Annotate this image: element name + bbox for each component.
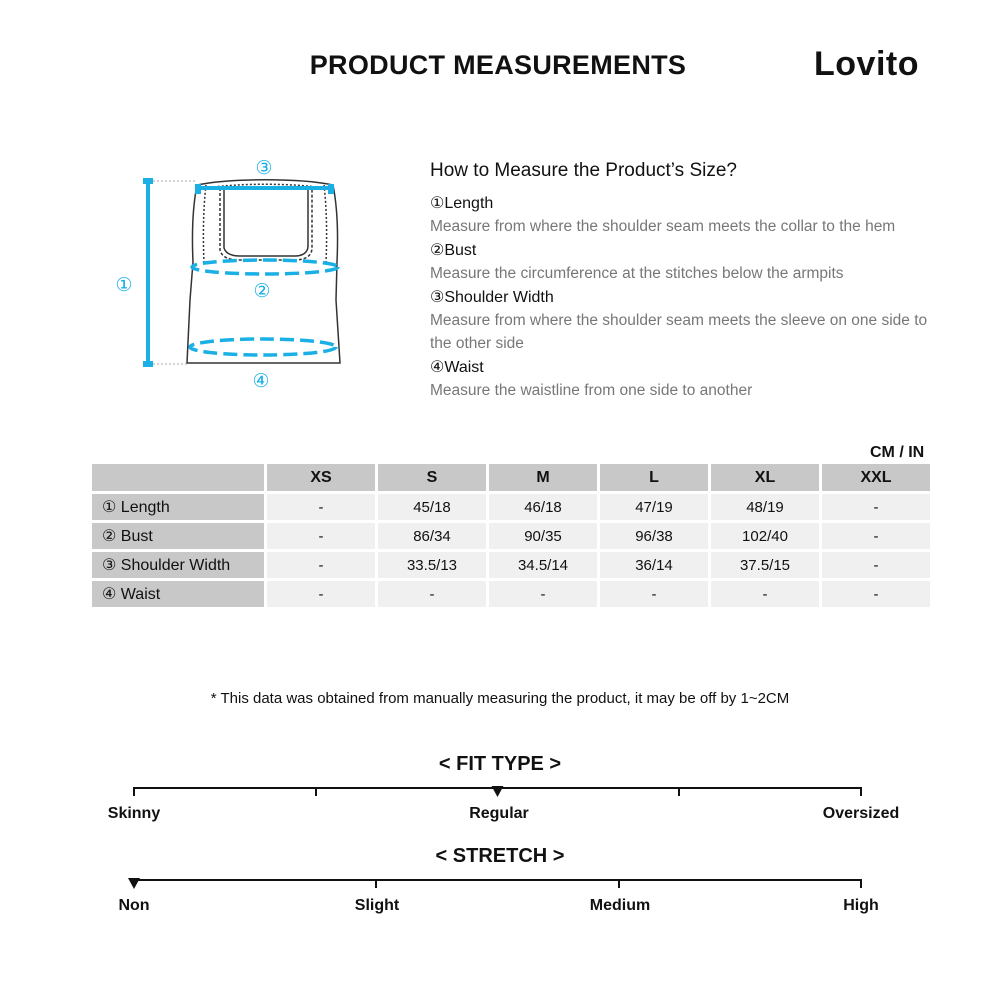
table-cell: 46/18: [489, 494, 597, 520]
table-cell: 96/38: [600, 523, 708, 549]
instructions-heading: How to Measure the Product’s Size?: [430, 160, 737, 181]
stretch-title: < STRETCH >: [435, 845, 565, 867]
table-cell: 34.5/14: [489, 552, 597, 578]
table-cell: -: [267, 523, 375, 549]
instruction-desc: Measure from where the shoulder seam meets the collar to the hem: [430, 218, 896, 235]
table-cell: -: [822, 581, 930, 607]
tank-top-diagram: [100, 150, 360, 400]
table-row: [92, 494, 930, 520]
column-header: XL: [711, 464, 819, 491]
instruction-length: [430, 192, 970, 238]
table-cell: -: [822, 494, 930, 520]
instruction-waist: [430, 356, 970, 402]
table-corner-cell: [92, 464, 264, 491]
table-cell: -: [822, 552, 930, 578]
table-row: [92, 581, 930, 607]
table-cell: 36/14: [600, 552, 708, 578]
column-header: M: [489, 464, 597, 491]
instruction-shoulder: [430, 286, 970, 355]
brand-logo: Lovito: [814, 45, 919, 83]
table-cell: -: [378, 581, 486, 607]
waist-marker: [190, 339, 336, 355]
table-cell: -: [267, 494, 375, 520]
instruction-desc: Measure from where the shoulder seam meets the sleeve on one side to the other side: [430, 312, 928, 352]
marker-waist-label: ④: [252, 370, 270, 392]
table-cell: 48/19: [711, 494, 819, 520]
stretch-label-high: High: [843, 897, 879, 914]
row-header: ① Length: [92, 494, 264, 520]
unit-label: CM / IN: [870, 444, 925, 461]
table-cell: 47/19: [600, 494, 708, 520]
bust-marker: [192, 260, 338, 274]
fit-label-regular: Regular: [469, 805, 529, 822]
instruction-label: ②Bust: [430, 242, 477, 259]
measurement-note: * This data was obtained from manually measuring the product, it may be off by 1~2CM: [210, 690, 790, 707]
fit-label-skinny: Skinny: [107, 805, 161, 822]
table-cell: 33.5/13: [378, 552, 486, 578]
row-header: ② Bust: [92, 523, 264, 549]
column-header: L: [600, 464, 708, 491]
stretch-indicator: [128, 878, 140, 889]
instruction-desc: Measure the waistline from one side to another: [430, 382, 753, 399]
table-row: [92, 523, 930, 549]
table-cell: 90/35: [489, 523, 597, 549]
page-title: PRODUCT MEASUREMENTS: [309, 50, 687, 80]
instruction-bust: [430, 239, 970, 285]
instruction-label: ④Waist: [430, 359, 484, 376]
stretch-label-slight: Slight: [354, 897, 400, 914]
size-table: [89, 461, 933, 610]
fit-type-indicator: [492, 786, 504, 797]
marker-length-label: ①: [115, 274, 133, 296]
stretch-scale: [0, 872, 1000, 896]
instruction-label: ①Length: [430, 195, 494, 212]
table-cell: 45/18: [378, 494, 486, 520]
table-cell: -: [267, 581, 375, 607]
table-cell: -: [600, 581, 708, 607]
column-header: XXL: [822, 464, 930, 491]
stretch-label-non: Non: [118, 897, 150, 914]
shoulder-marker: [195, 184, 334, 194]
fit-type-title: < FIT TYPE >: [438, 753, 562, 775]
instruction-label: ③Shoulder Width: [430, 289, 554, 306]
column-header: XS: [267, 464, 375, 491]
row-header: ③ Shoulder Width: [92, 552, 264, 578]
table-cell: -: [711, 581, 819, 607]
row-header: ④ Waist: [92, 581, 264, 607]
table-header-row: [92, 464, 930, 491]
instruction-desc: Measure the circumference at the stitches below the armpits: [430, 265, 844, 282]
fit-type-scale: [0, 780, 1000, 804]
table-cell: 102/40: [711, 523, 819, 549]
table-cell: -: [822, 523, 930, 549]
measure-instructions: [430, 160, 970, 403]
marker-bust-label: ②: [253, 280, 271, 302]
column-header: S: [378, 464, 486, 491]
table-cell: -: [489, 581, 597, 607]
marker-shoulder-label: ③: [255, 157, 273, 179]
table-cell: -: [267, 552, 375, 578]
table-cell: 86/34: [378, 523, 486, 549]
stretch-label-medium: Medium: [589, 897, 651, 914]
fit-label-oversized: Oversized: [822, 805, 900, 822]
table-row: [92, 552, 930, 578]
table-cell: 37.5/15: [711, 552, 819, 578]
